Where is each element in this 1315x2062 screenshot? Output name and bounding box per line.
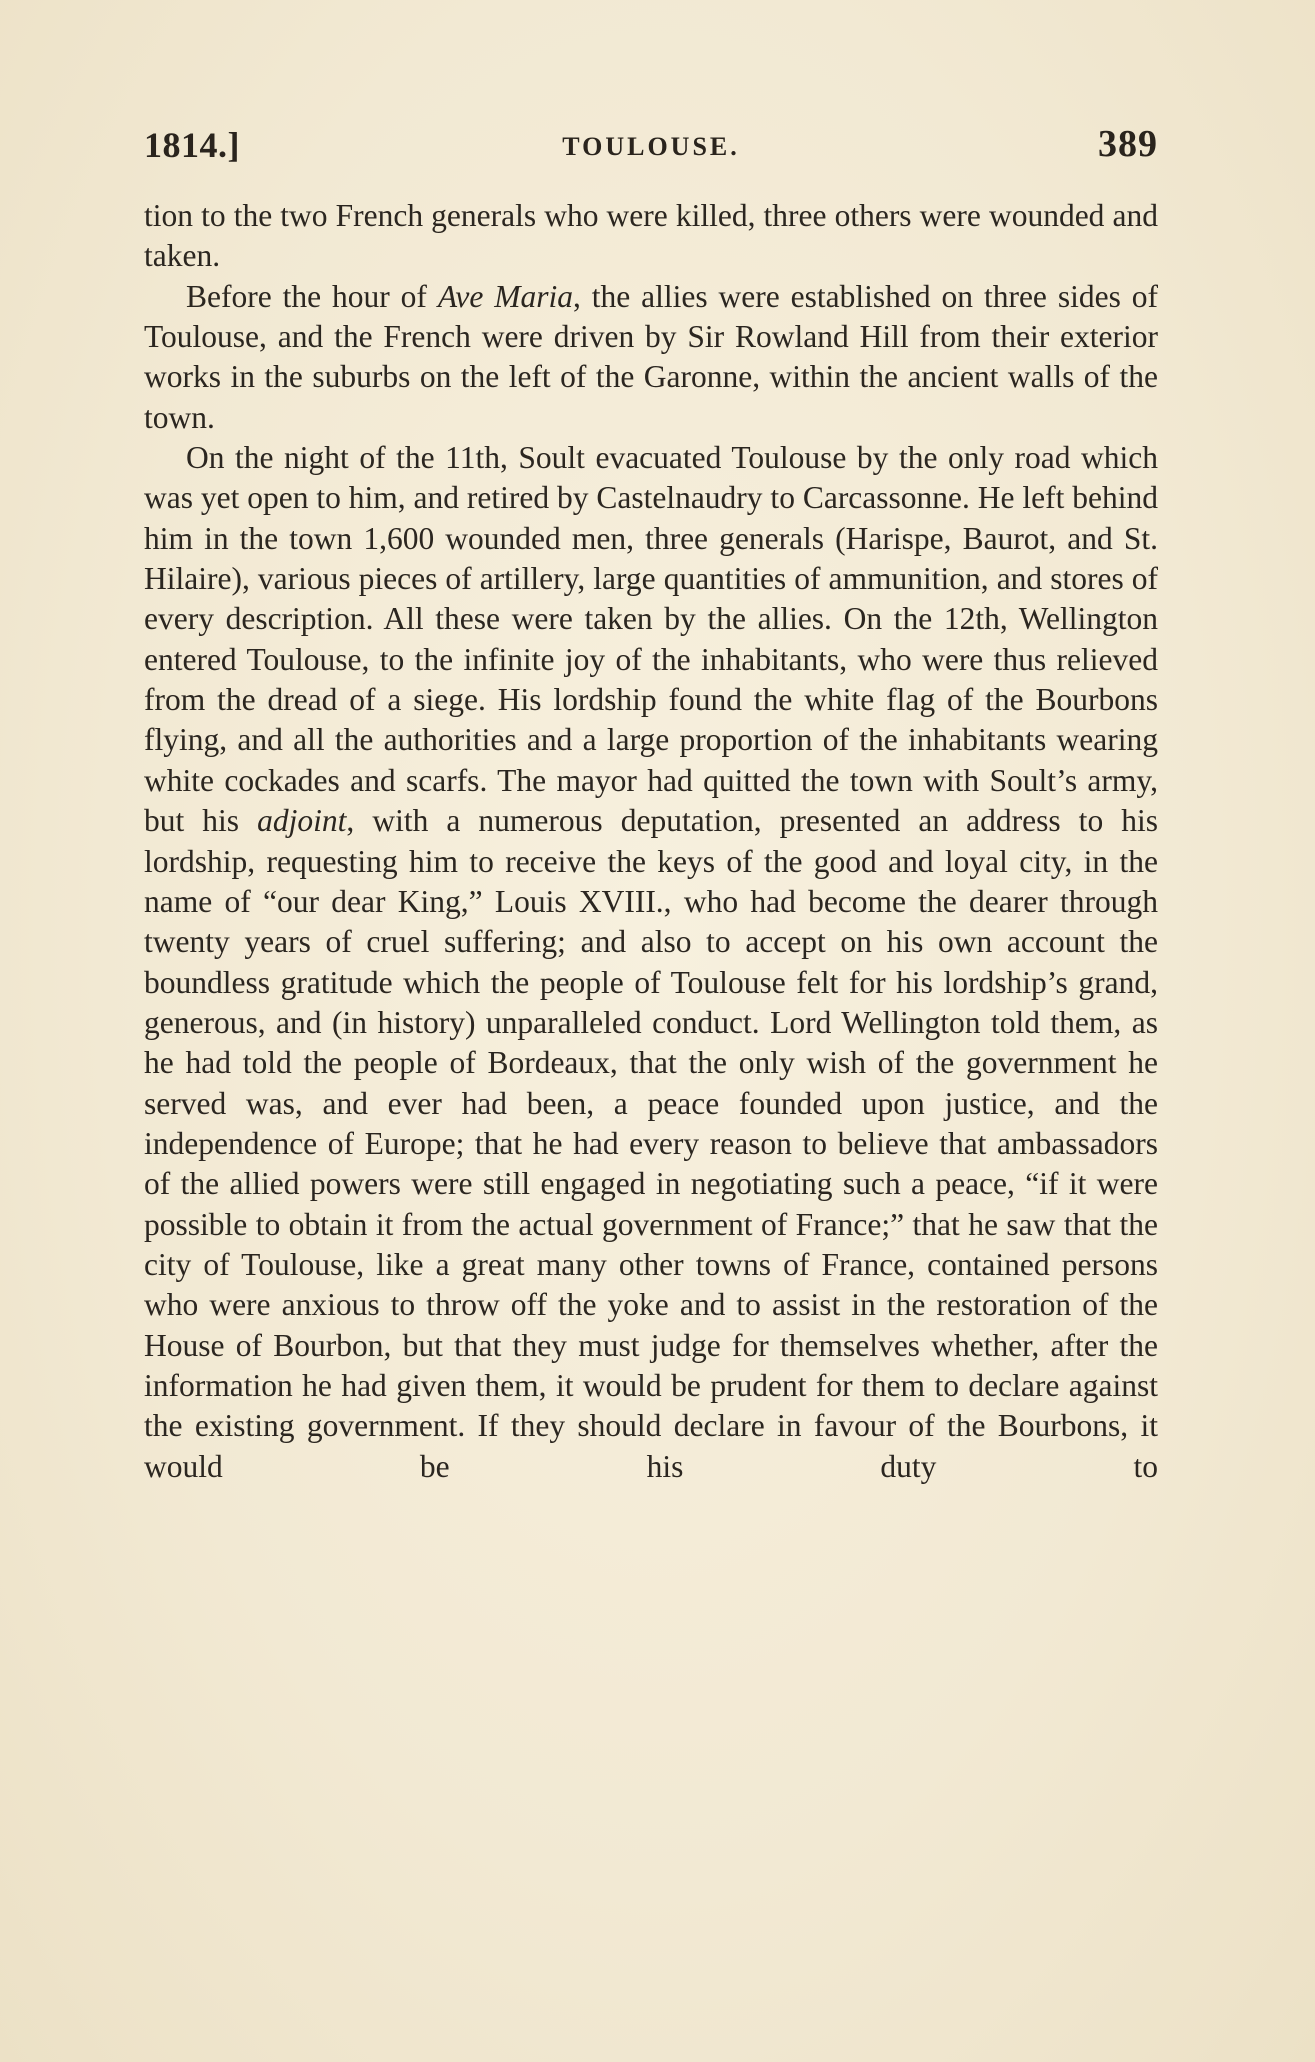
paragraph-3-italic: adjoint bbox=[257, 803, 347, 839]
page-number: 389 bbox=[1098, 123, 1158, 165]
running-header bbox=[144, 118, 1158, 178]
paragraph-2-before: Before the hour of bbox=[186, 278, 438, 314]
paragraph-2 bbox=[144, 277, 1158, 438]
paragraph-3-after: , with a numerous deputation, presented an address to his lordship, requesting him to receive the keys of the good and loyal city, in the name of “our dear King,” Louis XVIII., who had become the dearer through twenty years of cruel suffering; and also to accept on his own account the boundless gratitude which the people of Toulouse felt for his lordship’s grand, generous, and (in history) unparalleled conduct. Lord Wellington told them, as he had told the people of Bordeaux, that the only wish of the government he served was, and ever had been, a peace founded upon justice, and the independence of Europe; that he had every reason to believe that ambassadors of the allied powers were still engaged in negotiating such a peace, “if it were possible to obtain it from the actual government of France;” that he saw that the city of Toulouse, like a great many other towns of France, contained persons who were anxious to throw off the yoke and to assist in the restoration of the House of Bourbon, but that they must judge for themselves whether, after the information he had given them, it would be prudent for them to declare against the existing government. If they should declare in favour of the Bourbons, it would be his duty to bbox=[144, 803, 1159, 1484]
paragraph-3-before: On the night of the 11th, Soult evacuated Toulouse by the only road which was yet open to him, and retired by Castelnaudry to Carcassonne. He left behind him in the town 1,600 wounded men, three generals (Harispe, Baurot, and St. Hilaire), various pieces of artillery, large quantities of ammunition, and stores of every description. All these were taken by the allies. On the 12th, Wellington entered Toulouse, to the infinite joy of the inhabitants, who were thus relieved from the dread of a siege. His lordship found the white flag of the Bourbons flying, and all the authorities and a large proportion of the inhabitants wearing white cockades and scarfs. The mayor had quitted the town with Soult’s army, but his bbox=[144, 440, 1158, 839]
paragraph-3 bbox=[144, 438, 1158, 1487]
body-text bbox=[144, 196, 1158, 1487]
paragraph-2-after: , the allies were established on three sides of Toulouse, and the French were driven by Sir Rowland Hill from their exterior works in the suburbs on the left of the Garonne, within the ancient walls of the town. bbox=[144, 278, 1158, 435]
header-title: TOULOUSE. bbox=[562, 132, 740, 161]
paragraph-2-italic: Ave Maria bbox=[437, 278, 573, 314]
paragraph-1 bbox=[144, 196, 1158, 277]
header-year: 1814.] bbox=[144, 125, 240, 165]
paragraph-1-text: tion to the two French generals who were killed, three others were wounded and taken. bbox=[144, 198, 1158, 274]
